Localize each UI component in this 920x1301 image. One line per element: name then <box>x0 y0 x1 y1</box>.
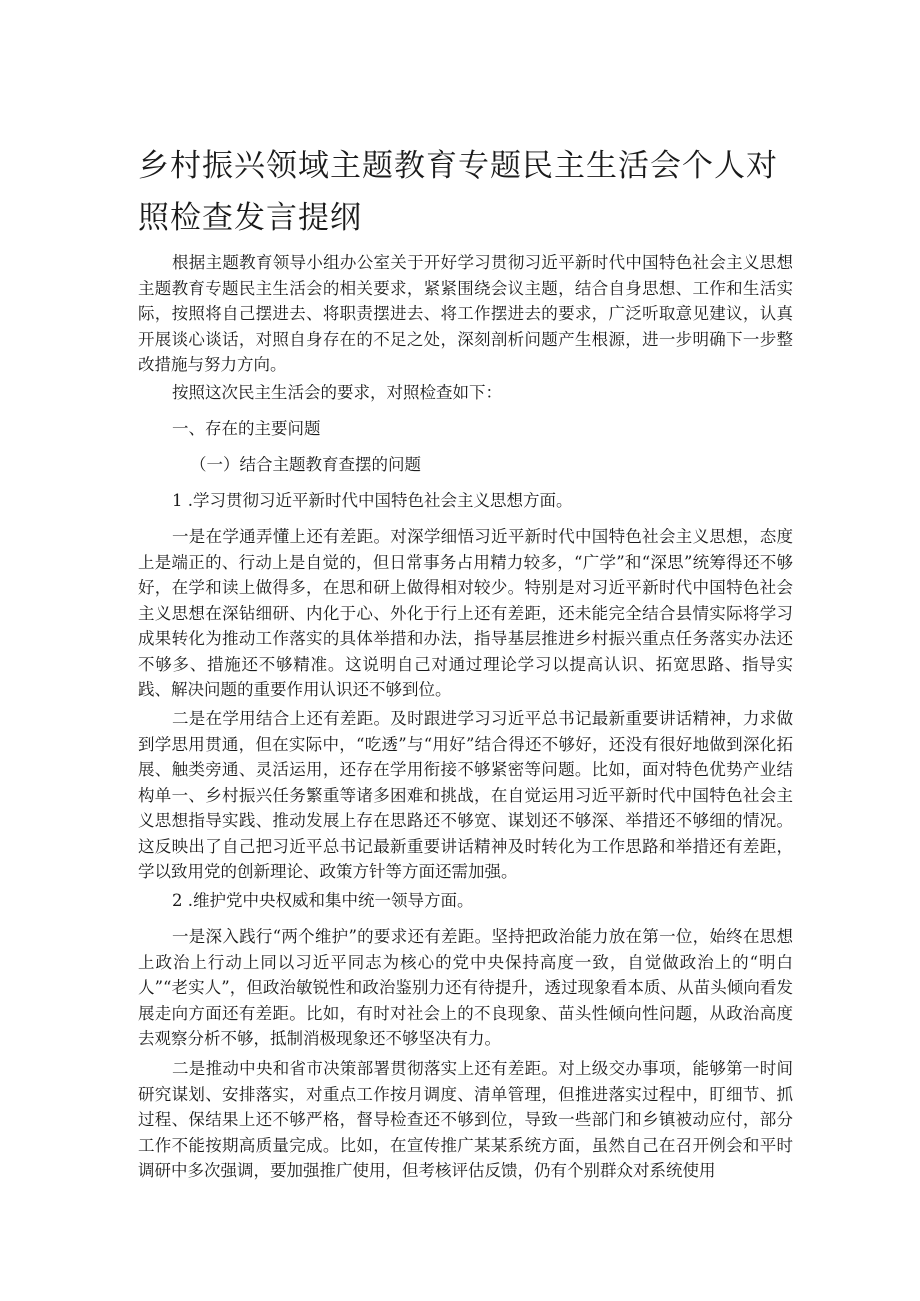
paragraph-implementation-gap: 二是推动中央和省市决策部署贯彻落实上还有差距。对上级交办事项，能够第一时间研究谋划、安排落实，对重点工作按月调度、清单管理，但推进落实过程中，盯细节、抓过程、保结果上还不够严格，督导检查还不够到位，导致一些部门和乡镇被动应付，部分工作不能按期高质量完成。比如，在宣传推广某某系统方面，虽然自己在召开例会和平时调研中多次强调，要加强推广使用，但考核评估反馈，仍有个别群众对系统使用 <box>138 1059 793 1180</box>
subsection-heading-1: （一）结合主题教育查摆的问题 <box>190 455 421 474</box>
item-heading-1: 1 .学习贯彻习近平新时代中国特色社会主义思想方面。 <box>172 491 573 510</box>
intro-paragraph: 根据主题教育领导小组办公室关于开好学习贯彻习近平新时代中国特色社会主义思想主题教育专题民主生活会的相关要求，紧紧围绕会议主题，结合自身思想、工作和生活实际，按照将自己摆进去、将职责摆进去、将工作摆进去的要求，广泛听取意见建议，认真开展谈心谈话，对照自身存在的不足之处，深刻剖析问题产生根源，进一步明确下一步整改措施与努力方向。 <box>138 253 793 374</box>
document-title: 乡村振兴领域主题教育专题民主生活会个人对照检查发言提纲 <box>138 148 778 236</box>
requirement-paragraph: 按照这次民主生活会的要求，对照检查如下： <box>172 383 502 402</box>
paragraph-application-gap: 二是在学用结合上还有差距。及时跟进学习习近平总书记最新重要讲话精神，力求做到学思用贯通，但在实际中，“吃透”与“用好”结合得还不够好，还没有很好地做到深化拓展、触类旁通、灵活运用，还存在学用衔接不够紧密等问题。比如，面对特色优势产业结构单一、乡村振兴任务繁重等诸多困难和挑战，在自觉运用习近平新时代中国特色社会主义思想指导实践、推动发展上存在思路还不够宽、谋划还不够深、举措还不够细的情况。这反映出了自己把习近平总书记最新重要讲话精神及时转化为工作思路和举措还有差距，学以致用党的创新理论、政策方针等方面还需加强。 <box>138 709 793 881</box>
paragraph-two-safeguards: 一是深入践行“两个维护”的要求还有差距。坚持把政治能力放在第一位，始终在思想上政治上行动上同以习近平同志为核心的党中央保持高度一致，自觉做政治上的“明白人”“老实人”，但政治敏锐性和政治鉴别力还有待提升，透过现象看本质、从苗头倾向看发展走向方面还有差距。比如，有时对社会上的不良现象、苗头性倾向性问题，从政治高度去观察分析不够，抵制消极现象还不够坚决有力。 <box>138 927 793 1048</box>
item-heading-2: 2 .维护党中央权威和集中统一领导方面。 <box>172 891 474 910</box>
paragraph-study-gap: 一是在学通弄懂上还有差距。对深学细悟习近平新时代中国特色社会主义思想，态度上是端正的、行动上是自觉的，但日常事务占用精力较多，“广学”和“深思”统筹得还不够好，在学和读上做得多，在思和研上做得相对较少。特别是对习近平新时代中国特色社会主义思想在深钻细研、内化于心、外化于行上还有差距，还未能完全结合县情实际将学习成果转化为推动工作落实的具体举措和办法，指导基层推进乡村振兴重点任务落实办法还不够多、措施还不够精准。这说明自己对通过理论学习以提高认识、拓宽思路、指导实践、解决问题的重要作用认识还不够到位。 <box>138 527 793 699</box>
section-heading-1: 一、存在的主要问题 <box>172 419 321 438</box>
